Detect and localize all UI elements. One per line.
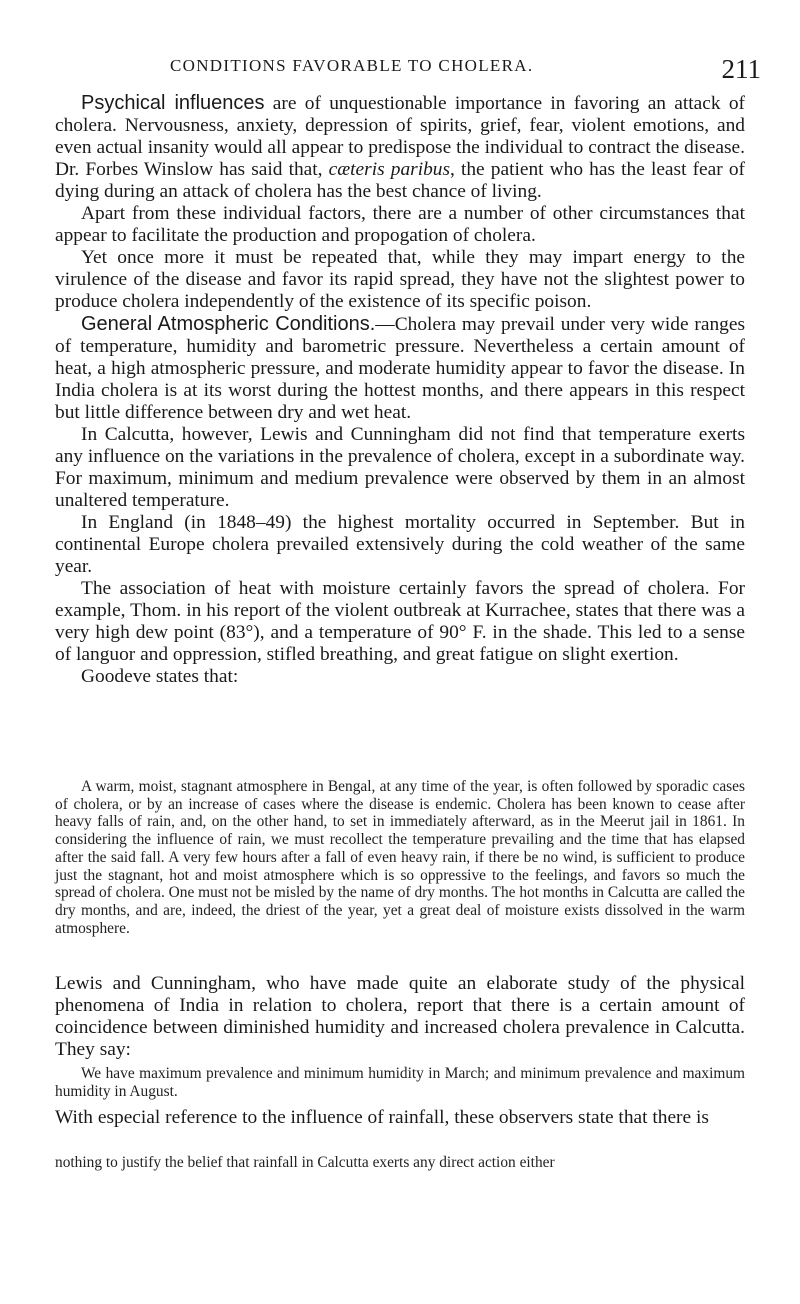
section-heading-atmospheric: General Atmospheric Conditions. [81,313,376,335]
italic-phrase: cæteris paribus [328,159,451,180]
paragraph: Goodeve states that: [81,666,239,687]
paragraph-text: , the patient who has the least fear of dying during an attack of cholera has the best chance of living. [55,159,745,202]
paragraph-atmospheric-conditions [55,313,745,424]
paragraph: In England (in 1848–49) the highest mortality occurred in September. But in continental Europe cholera prevailed extensively during the cold weather of the same year. [55,512,745,577]
section-heading-psychical: Psychical influences [81,92,265,114]
paragraph: In Calcutta, however, Lewis and Cunningham did not find that temperature exerts any influence on the variations in the prevalence of cholera, except in a subordinate way. For maximum, minimum and medium prevalence were observed by them in an almost unaltered temperature. [55,424,745,511]
book-page [55,0,761,1171]
paragraph-text: are of unquestionable importance in favoring an attack of cholera. Nervousness, anxiety, depression of spirits, grief, fear, violent emotions, and even actual insanity would all appear to predispose the individual to contract the disease. Dr. Forbes Winslow has said that, [55,93,745,180]
paragraph: Lewis and Cunningham, who have made quite an elaborate study of the physical phenomena of India in relation to cholera, report that there is a certain amount of coincidence between diminished humidity and increased cholera prevalence in Calcutta. They say: [55,973,745,1060]
paragraph: The association of heat with moisture certainly favors the spread of cholera. For example, Thom. in his report of the violent outbreak at Kurrachee, states that there was a very high dew point (83°), and a temperature of 90° F. in the shade. This led to a sense of languor and oppression, stifled breathing, and great fatigue on slight exertion. [55,578,745,665]
quotation-goodeve: A warm, moist, stagnant atmosphere in Bengal, at any time of the year, is often followed by sporadic cases of cholera, or by an increase of cases where the disease is endemic. Cholera has been known to cease after heavy falls of rain, and, on the other hand, to set in immediately afterward, as in the Meerut jail in 1861. In considering the influence of rain, we must recollect the temperature prevailing and the time that has elapsed after the said fall. A very few hours after a fall of even heavy rain, if there be no wind, is sufficient to produce just the stagnant, hot and moist atmosphere which is so oppressive to the feelings, and favors so much the spread of cholera. One must not be misled by the name of dry months. The hot months in Calcutta are called the dry months, and are, indeed, the driest of the year, yet a great deal of moisture exists dissolved in the warm atmosphere. [55,778,745,937]
running-head [55,0,761,84]
paragraph-text: —Cholera may prevail under very wide ranges of temperature, humidity and barometric pressure. Nevertheless a certain amount of heat, a high atmospheric pressure, and moderate humidity appear to favor the disease. In India cholera is at its worst during the hottest months, and there appears in this respect but little difference between dry and wet heat. [55,314,746,423]
paragraph: Yet once more it must be repeated that, while they may impart energy to the virulence of the disease and favor its rapid spread, they have not the slightest power to produce cholera independently of the existence of its specific poison. [55,247,745,312]
quotation-lewis-cunningham: We have maximum prevalence and minimum humidity in March; and minimum prevalence and maximum humidity in August. [55,1065,745,1100]
paragraph-psychical-influences [55,92,745,203]
running-title: CONDITIONS FAVORABLE TO CHOLERA. [170,56,534,75]
paragraph: With especial reference to the influence of rainfall, these observers state that there is [55,1107,709,1128]
quotation-rainfall: nothing to justify the belief that rainfall in Calcutta exerts any direct action either [55,1154,555,1171]
paragraph: Apart from these individual factors, there are a number of other circumstances that appear to facilitate the production and propogation of cholera. [55,203,745,246]
page-number: 211 [721,54,761,84]
main-text-block [55,92,745,688]
